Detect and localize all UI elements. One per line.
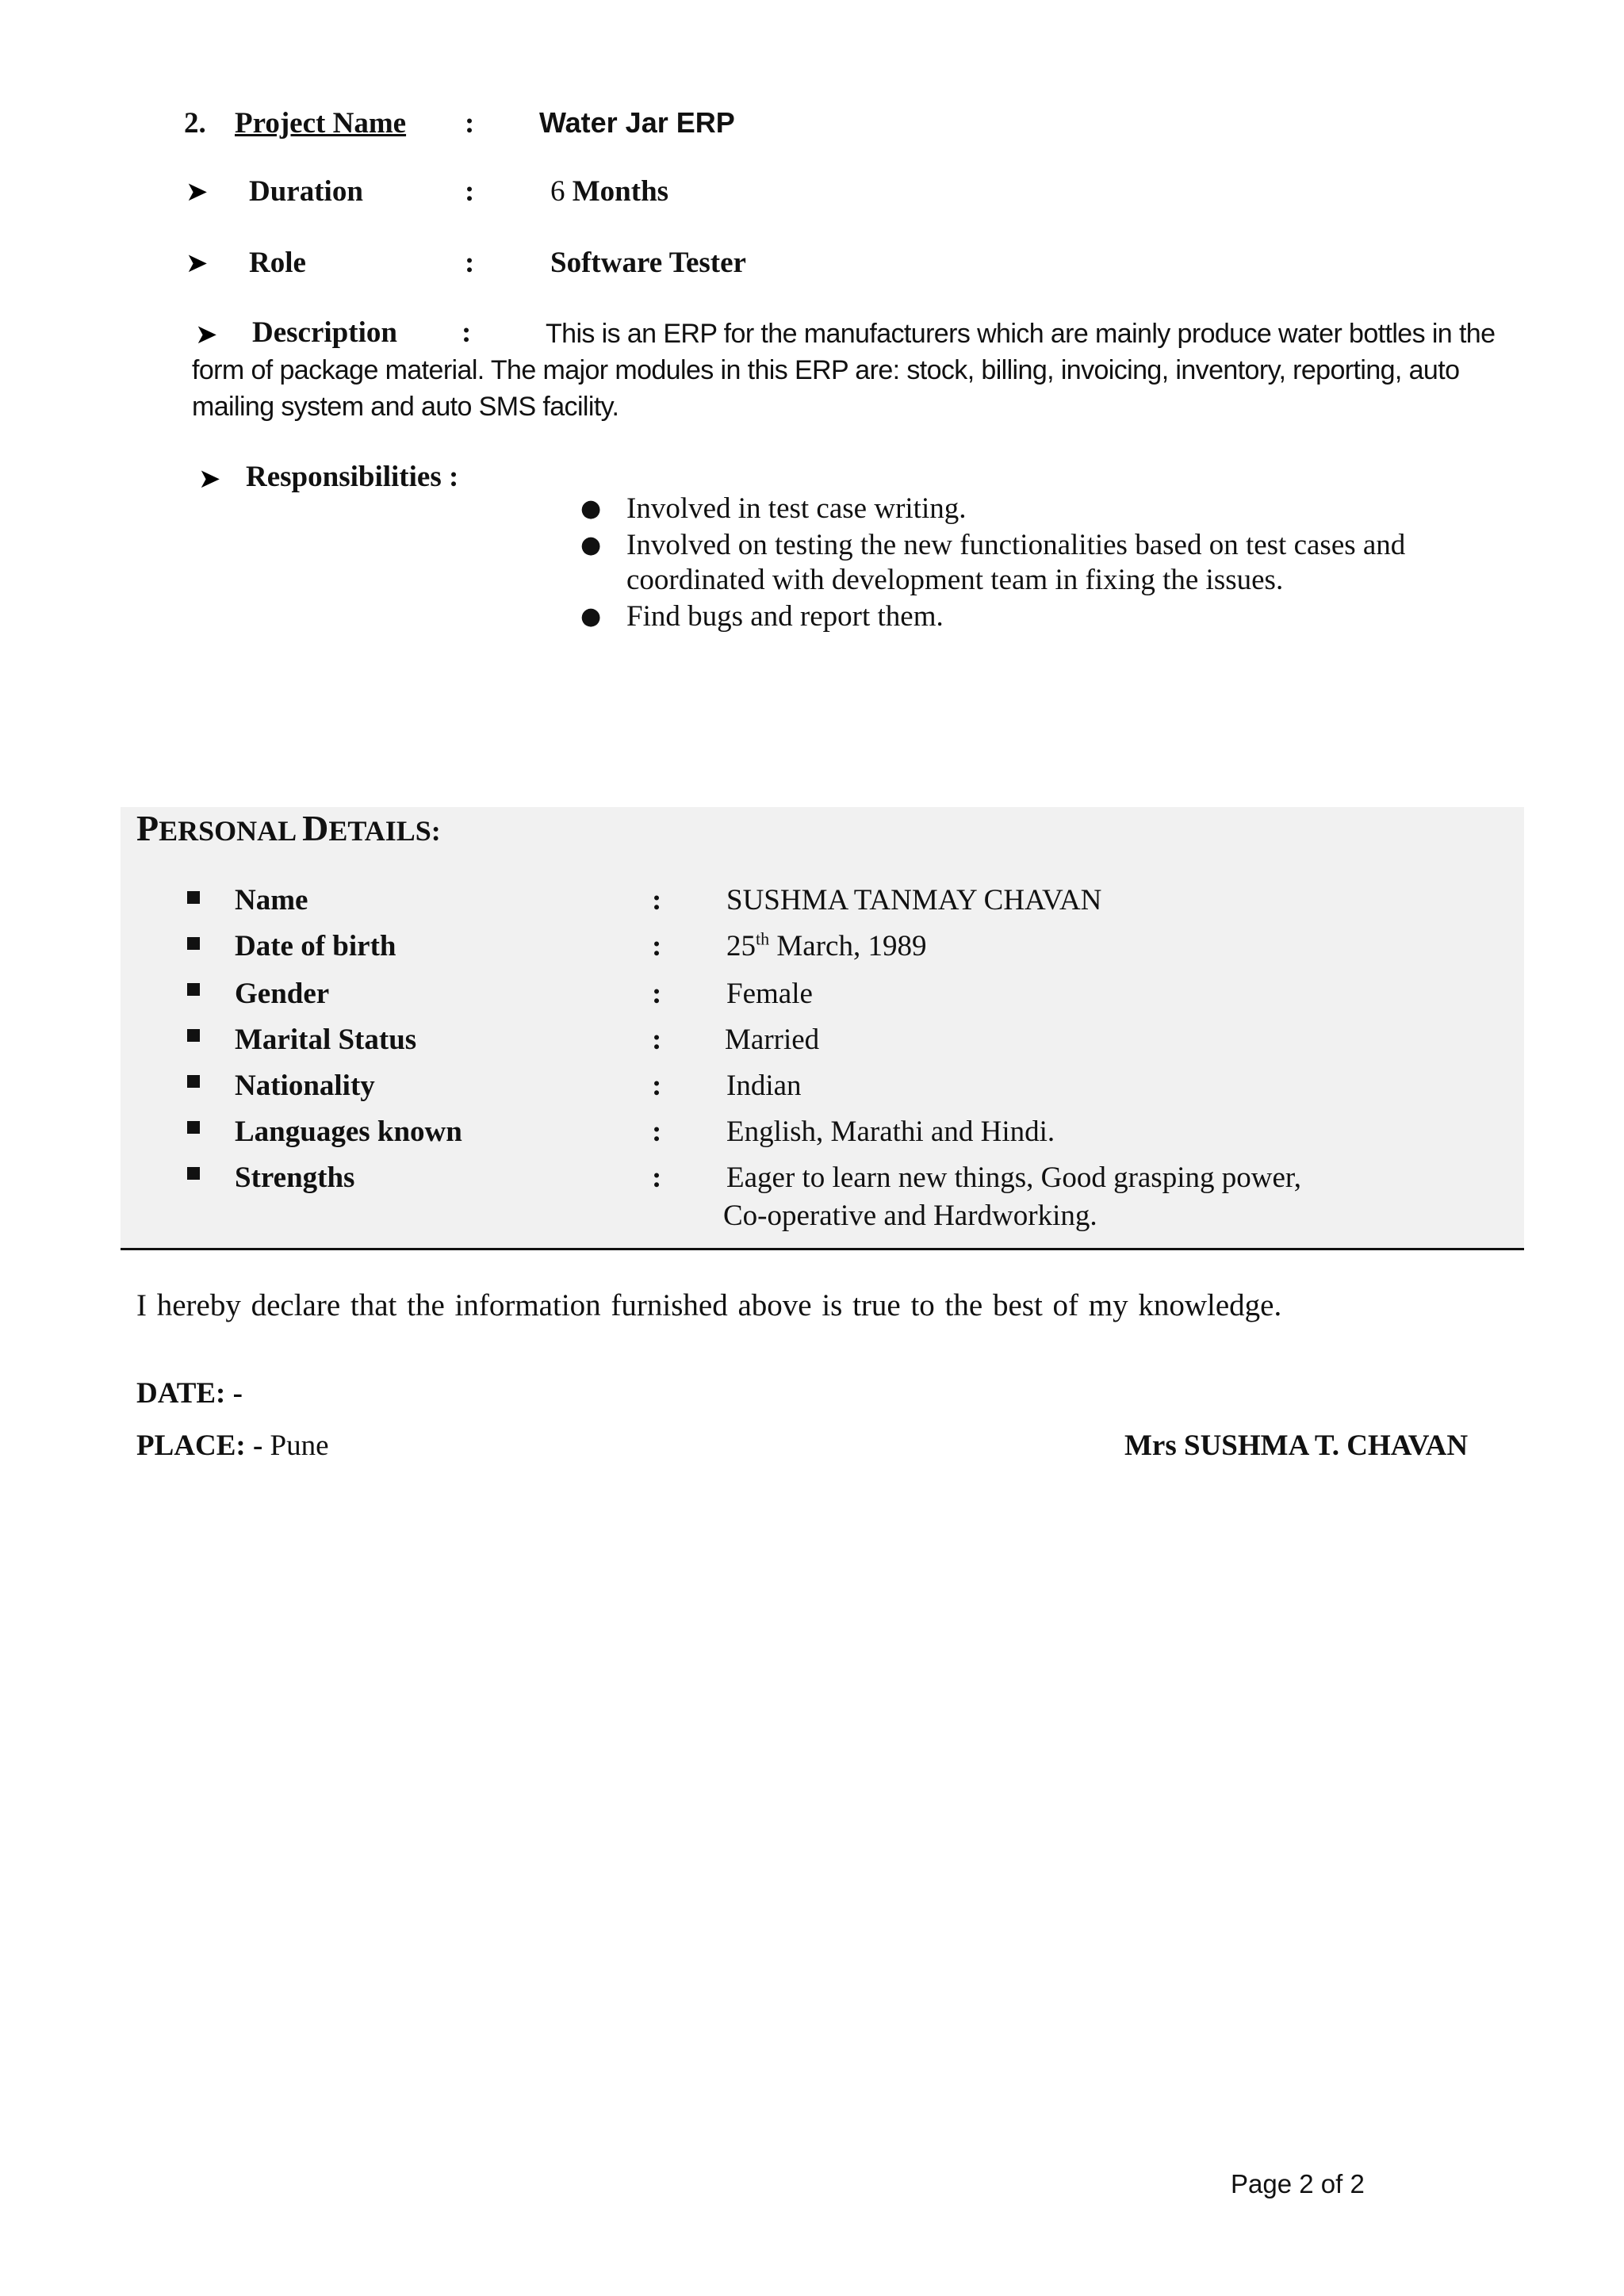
signature-name: Mrs SUSHMA T. CHAVAN xyxy=(1124,1429,1469,1462)
responsibilities-label: Responsibilities : xyxy=(246,461,459,493)
square-bullet-icon xyxy=(187,937,200,950)
role-value: Software Tester xyxy=(550,247,746,279)
nationality-colon: : xyxy=(652,1070,662,1102)
dob-label: Date of birth xyxy=(235,930,396,962)
responsibilities-list xyxy=(577,492,1529,636)
description-text: This is an ERP for the manufacturers which are mainly produce water bottles in the form of package material. The major modules in this ERP are: stock, billing, invoicing, inventory, reporting, auto mailing system and auto SMS facility. xyxy=(192,319,1496,422)
dob-value: 25th March, 1989 xyxy=(726,928,927,962)
project-name-label: Project Name xyxy=(235,107,407,140)
strengths-value: Eager to learn new things, Good grasping power, xyxy=(726,1161,1301,1194)
list-item: ● Involved in test case writing. xyxy=(580,492,967,525)
marital-status-colon: : xyxy=(652,1024,662,1056)
arrow-bullet-icon: ➤ xyxy=(198,463,221,495)
square-bullet-icon xyxy=(187,1167,200,1180)
bullet-icon: ● xyxy=(580,603,602,630)
declaration-text: I hereby declare that the information furnished above is true to the best of my knowledge. xyxy=(136,1288,1282,1322)
marital-status-label: Marital Status xyxy=(235,1024,417,1056)
duration-value xyxy=(550,174,668,209)
place-label: PLACE: - xyxy=(136,1429,263,1462)
name-colon: : xyxy=(652,884,662,916)
square-bullet-icon xyxy=(187,1121,200,1134)
duration-label: Duration xyxy=(249,175,363,208)
languages-value: English, Marathi and Hindi. xyxy=(726,1115,1055,1148)
place-line xyxy=(136,1429,329,1463)
arrow-bullet-icon: ➤ xyxy=(186,176,209,208)
bullet-icon: ● xyxy=(580,495,602,522)
name-value: SUSHMA TANMAY CHAVAN xyxy=(726,884,1102,916)
square-bullet-icon xyxy=(187,891,200,904)
gender-value: Female xyxy=(726,978,813,1010)
nationality-value: Indian xyxy=(726,1070,802,1102)
gender-colon: : xyxy=(652,978,662,1010)
role-label: Role xyxy=(249,247,306,279)
dob-colon: : xyxy=(652,930,662,962)
personal-details-title: PERSONAL DETAILS: xyxy=(136,808,441,848)
languages-colon: : xyxy=(652,1115,662,1148)
strengths-value-line2: Co-operative and Hardworking. xyxy=(723,1200,1097,1232)
bullet-icon: ● xyxy=(580,531,602,559)
place-value: Pune xyxy=(270,1429,329,1462)
project-name-value: Water Jar ERP xyxy=(539,106,735,139)
description-colon: : xyxy=(462,316,472,349)
nationality-label: Nationality xyxy=(235,1070,375,1102)
gender-label: Gender xyxy=(235,978,330,1010)
strengths-colon: : xyxy=(652,1161,662,1194)
date-label: DATE: - xyxy=(136,1377,243,1410)
list-item: ● Find bugs and report them. xyxy=(580,600,944,633)
page-number: Page 2 of 2 xyxy=(1231,2169,1365,2198)
description-label: Description xyxy=(252,316,397,349)
square-bullet-icon xyxy=(187,983,200,996)
duration-number: 6 xyxy=(550,175,565,208)
arrow-bullet-icon: ➤ xyxy=(186,247,209,279)
square-bullet-icon xyxy=(187,1029,200,1042)
duration-unit: Months xyxy=(572,175,669,208)
square-bullet-icon xyxy=(187,1075,200,1088)
duration-colon: : xyxy=(465,175,475,208)
project-number: 2. xyxy=(184,107,206,140)
strengths-label: Strengths xyxy=(235,1161,355,1194)
role-colon: : xyxy=(465,247,475,279)
languages-label: Languages known xyxy=(235,1115,462,1148)
arrow-bullet-icon: ➤ xyxy=(195,319,218,350)
marital-status-value: Married xyxy=(725,1024,820,1056)
name-label: Name xyxy=(235,884,308,916)
project-name-colon: : xyxy=(465,107,475,140)
list-item: ● Involved on testing the new functionalities based on test cases and coordinated with development team in fixing the issues. xyxy=(580,529,1406,596)
